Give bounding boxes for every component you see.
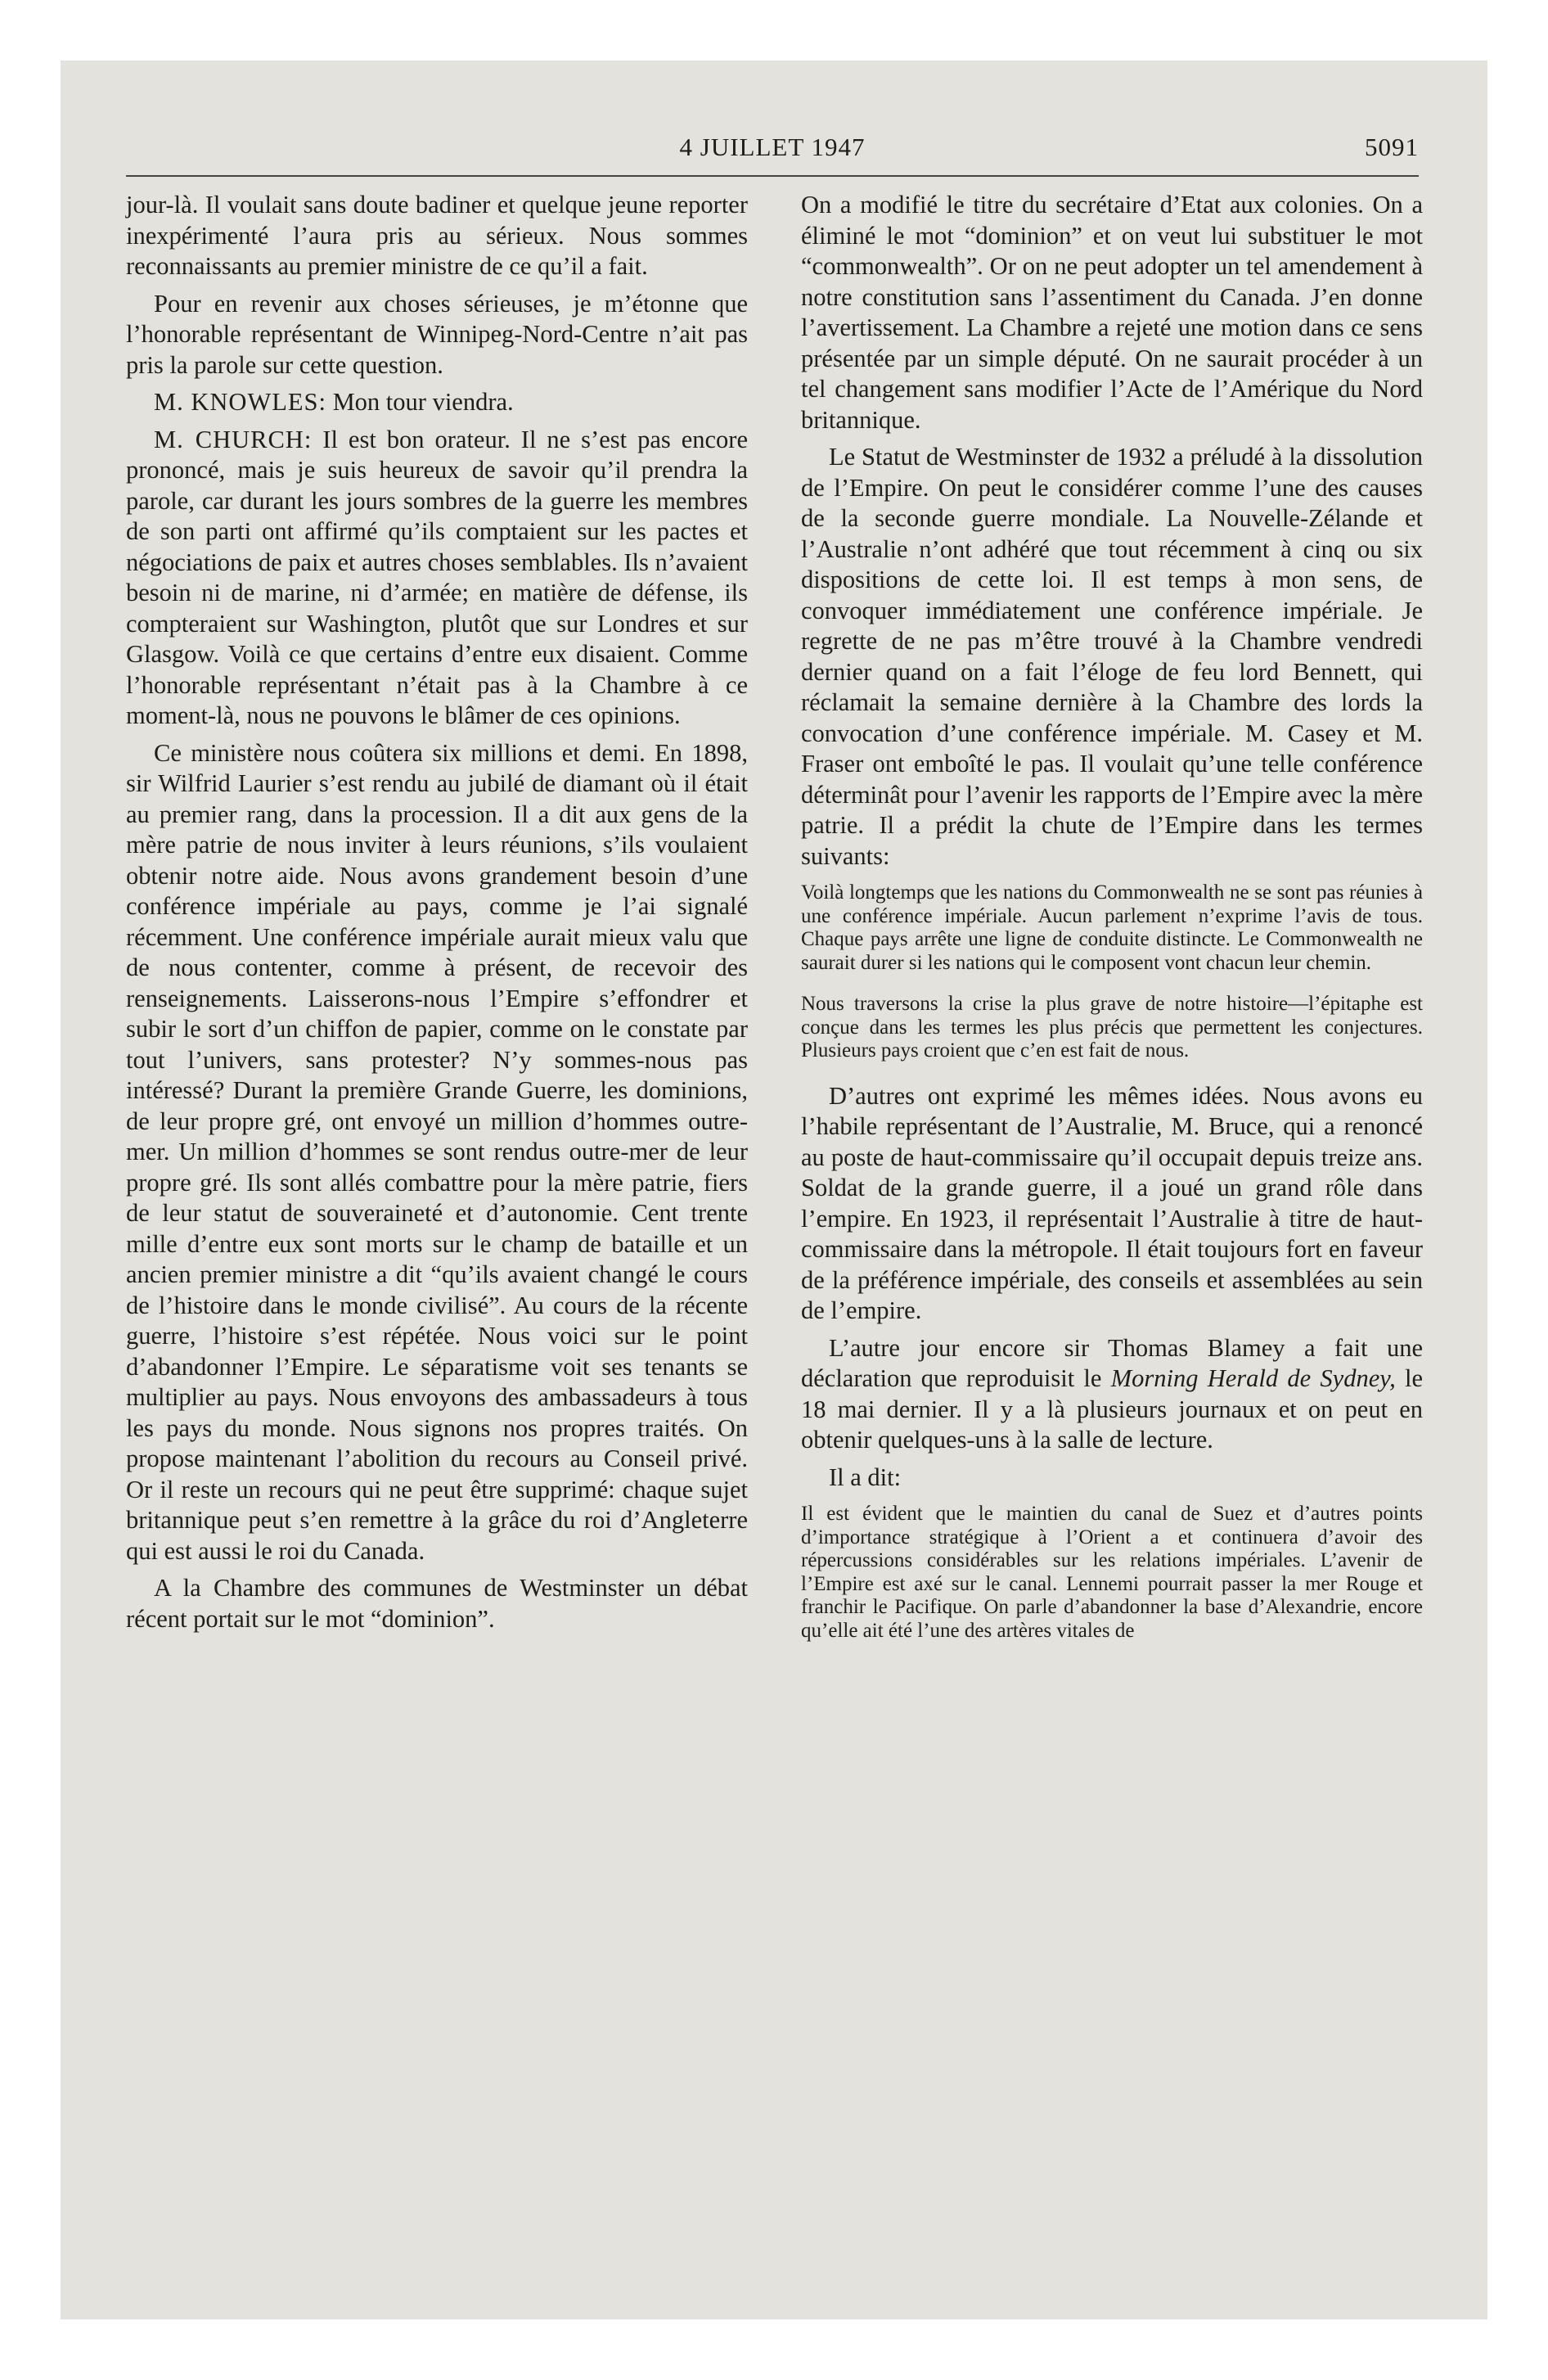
speaker-church: M. CHURCH: [154,425,313,453]
quotation-crise: Nous traversons la crise la plus grave de notre histoire—l’épitaphe est conçue dans les termes les plus précis que permettent les conjectures. Plusieurs pays croient que c’en est fait de nous. [801,993,1423,1062]
quotation-suez: Il est évident que le maintien du canal de Suez et d’autres points d’importance stratégique à l’Orient a et continuera d’avoir des répercussions considérables sur les relations impériales. L’avenir de l’Empire est axé sur le canal. Lennemi pourrait passer la mer Rouge et franchir le Pacifique. On parle d’abandonner la base d’Alexandrie, encore qu’elle ait été l’une des artères vitales de [801,1503,1423,1642]
paragraph-statut-westminster: Le Statut de Westminster de 1932 a préludé à la dissolution de l’Empire. On peut le considérer comme l’une des causes de la seconde guerre mondiale. La Nouvelle-Zélande et l’Australie n’ont adhéré que tout récemment à cinq ou six dispositions de cette loi. Il est temps à mon sens, de convoquer immédiatement une conférence impériale. Je regrette de ne pas m’être trouvé à la Chambre vendredi dernier quand on a fait l’éloge de feu lord Bennett, qui réclamait la semaine dernière à la Chambre des lords la convocation d’une conférence impériale. M. Casey et M. Fraser ont emboîté le pas. Il voulait qu’une telle conférence déterminât pour l’avenir les rapports de l’Empire avec la mère patrie. Il a prédit la chute de l’Empire dans les termes suivants: [801,443,1423,870]
hansard-page [61,61,1487,2319]
paragraph-ce-ministere: Ce ministère nous coûtera six millions et demi. En 1898, sir Wilfrid Laurier s’est rendu au jubilé de diamant où il était au premier rang, dans la procession. Il a dit aux gens de la mère patrie de nous inviter à leurs réunions, s’ils voulaient obtenir notre aide. Nous avons grandement besoin d’une conférence impériale au pays, comme je l’ai signalé récemment. Une conférence impériale aurait mieux valu que de nous contenter, comme à présent, de recevoir des renseignements. Laisserons-nous l’Empire s’effondrer et subir le sort d’un chiffon de papier, comme on le constate par tout l’univers, sans protester? N’y sommes-nous pas intéressé? Durant la première Grande Guerre, les dominions, de leur propre gré, ont envoyé un million d’hommes outre-mer. Un million d’hommes se sont rendus outre-mer de leur propre gré. Ils sont allés combattre pour la mère patrie, fiers de leur statut de souveraineté et d’autonomie. Cent trente mille d’entre eux sont morts sur le champ de bataille et un ancien premier ministre a dit “qu’ils avaient changé le cours de l’histoire dans le monde civilisé”. Au cours de la récente guerre, l’histoire s’est répétée. Nous voici sur le point d’abandonner l’Empire. Le séparatisme voit ses tenants se multiplier au pays. Nous envoyons des ambassadeurs à tous les pays du monde. Nous signons nos propres traités. On propose maintenant l’abolition du recours au Conseil privé. Or il reste un recours qui ne peut être supprimé: chaque sujet britannique peut s’en remettre à la grâce du roi d’Angleterre qui est aussi le roi du Canada. [126,738,748,1565]
newspaper-title: Morning Herald de Sydney, [1110,1364,1396,1392]
header-date: 4 JUILLET 1947 [679,133,866,161]
left-column [126,190,748,1641]
paragraph-il-a-dit: Il a dit: [829,1463,902,1491]
blamey-text-end: le 18 mai dernier. Il y a là plusieurs journaux et on peut en obtenir quelques-uns à la salle de lecture. [801,1364,1424,1454]
paragraph-knowles [126,387,748,418]
quotation-commonwealth: Voilà longtemps que les nations du Commonwealth ne se sont pas réunies à une conférence impériale. Aucun parlement n’exprime l’avis de tous. Chaque pays arrête une ligne de conduite distincte. Le Commonwealth ne saurait durer si les nations qui le composent vont chacun leur chemin. [801,881,1423,974]
blamey-text-start: L’autre jour encore sir Thomas Blamey a fait une déclaration que reproduisit le [801,1333,1423,1392]
scanned-page-frame [61,61,1487,2319]
paragraph-pour-en-revenir: Pour en revenir aux choses sérieuses, je m’étonne que l’honorable représentant de Winnipeg-Nord-Centre n’ait pas pris la parole sur cette question. [126,289,748,379]
paragraph-jour-la: jour-là. Il voulait sans doute badiner et quelque jeune reporter inexpérimenté l’aura pris au sérieux. Nous sommes reconnaissants au premier ministre de ce qu’il a fait. [126,191,748,280]
paragraph-church [126,425,748,732]
speaker-knowles: M. KNOWLES: [154,388,326,416]
paragraph-westminster-debate: A la Chambre des communes de Westminster un débat récent portait sur le mot “dominion”. [126,1574,748,1633]
header-rule [126,175,1419,177]
right-column [801,190,1423,1661]
page-number: 5091 [1365,133,1419,161]
paragraph-bruce: D’autres ont exprimé les mêmes idées. Nous avons eu l’habile représentant de l’Australie, M. Bruce, qui a renoncé au poste de haut-commissaire qu’il occupait depuis treize ans. Soldat de la grande guerre, il a joué un grand rôle dans l’empire. En 1923, il représentait l’Australie à titre de haut-commissaire dans la métropole. Il était toujours fort en faveur de la préférence impériale, des conseils et assemblées au sein de l’empire. [801,1081,1423,1324]
knowles-remark: Mon tour viendra. [326,388,514,416]
church-remark: Il est bon orateur. Il ne s’est pas encore prononcé, mais je suis heureux de savoir qu’il prendra la parole, car durant les jours sombres de la guerre les membres de son parti ont affirmé qu’ils comptaient sur les pactes et négociations de paix et autres choses semblables. Ils n’avaient besoin ni de marine, ni d’armée; en matière de défense, ils compteraient sur Washington, plutôt que sur Londres et sur Glasgow. Voilà ce que certains d’entre eux disaient. Comme l’honorable représentant n’était pas à la Chambre à ce moment-là, nous ne pouvons le blâmer de ces opinions. [126,425,748,729]
paragraph-blamey [801,1333,1423,1456]
running-header [126,133,1419,172]
paragraph-titre-secretaire: On a modifié le titre du secrétaire d’Etat aux colonies. On a éliminé le mot “dominion” et on veut lui substituer le mot “commonwealth”. Or on ne peut adopter un tel amendement à notre constitution sans l’assentiment du Canada. J’en donne l’avertissement. La Chambre a rejeté une motion dans ce sens présentée par un simple député. On ne saurait procéder à un tel changement sans modifier l’Acte de l’Amérique du Nord britannique. [801,191,1423,434]
